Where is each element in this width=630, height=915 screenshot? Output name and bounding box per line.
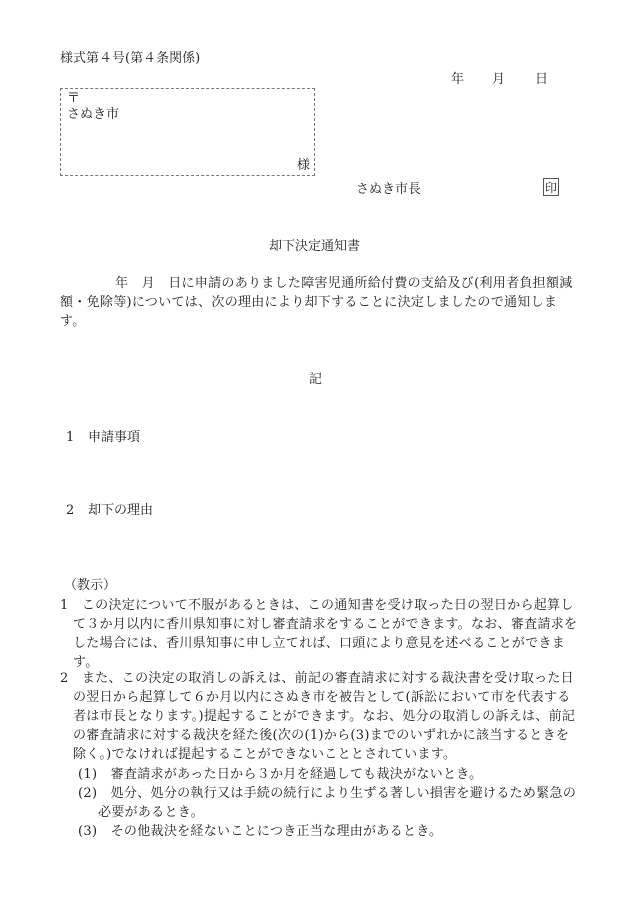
- recipient-honorific: 様: [296, 158, 310, 173]
- item-number: 1: [66, 430, 75, 445]
- recipient-address-box: [60, 88, 315, 176]
- instruction-sub-item: (1) 審査請求があった日から３か月を経過しても裁決がないとき。: [78, 767, 483, 782]
- date-year: 年: [451, 72, 465, 87]
- recipient-city: さぬき市: [67, 107, 120, 122]
- date-line: [451, 71, 548, 88]
- sender-title: さぬき市長: [356, 182, 422, 197]
- date-month: 月: [492, 72, 506, 87]
- item-label: 申請事項: [88, 430, 141, 445]
- date-day: 日: [535, 72, 549, 87]
- form-number: 様式第４号(第４条関係): [60, 51, 201, 66]
- instructions-heading: （教示）: [64, 578, 117, 593]
- item-application: [66, 429, 140, 446]
- item-label: 却下の理由: [88, 503, 154, 518]
- seal-icon: 印: [543, 178, 559, 196]
- instruction-sub-item: (3) その他裁決を経ないことにつき正当な理由があるとき。: [78, 824, 443, 839]
- ki-heading: 記: [309, 372, 323, 387]
- instruction-note: 2 また、この決定の取消しの訴えは、前記の審査請求に対する裁決書を受け取った日の翌日から起算して６か月以内にさぬき市を被告として(訴訟において市を代表する者は市長となります。)提起することができます。なお、処分の取消しの訴えは、前記の審査請求に対する裁決を経た後(次の(1)から(3)までのいずれかに該当するときを除く。)でなければ提起することができないこととされています。: [60, 671, 576, 762]
- document-title: 却下決定通知書: [269, 239, 361, 254]
- postal-mark: 〒: [67, 91, 81, 106]
- item-number: 2: [66, 503, 75, 518]
- instruction-sub-item: (2) 処分、処分の執行又は手続の続行により生ずる著しい損害を避けるため緊急の必要があるとき。: [78, 786, 577, 820]
- body-paragraph: 年 月 日に申請のありました障害児通所給付費の支給及び(利用者負担額減額・免除等)については、次の理由により却下することに決定しましたので通知します。: [60, 276, 573, 329]
- item-rejection-reason: [66, 502, 153, 519]
- instruction-note: 1 この決定について不服があるときは、この通知書を受け取った日の翌日から起算して３か月以内に香川県知事に対し審査請求をすることができます。なお、審査請求をした場合には、香川県知事に申し立てれば、口頭により意見を述べることができます。: [60, 598, 578, 670]
